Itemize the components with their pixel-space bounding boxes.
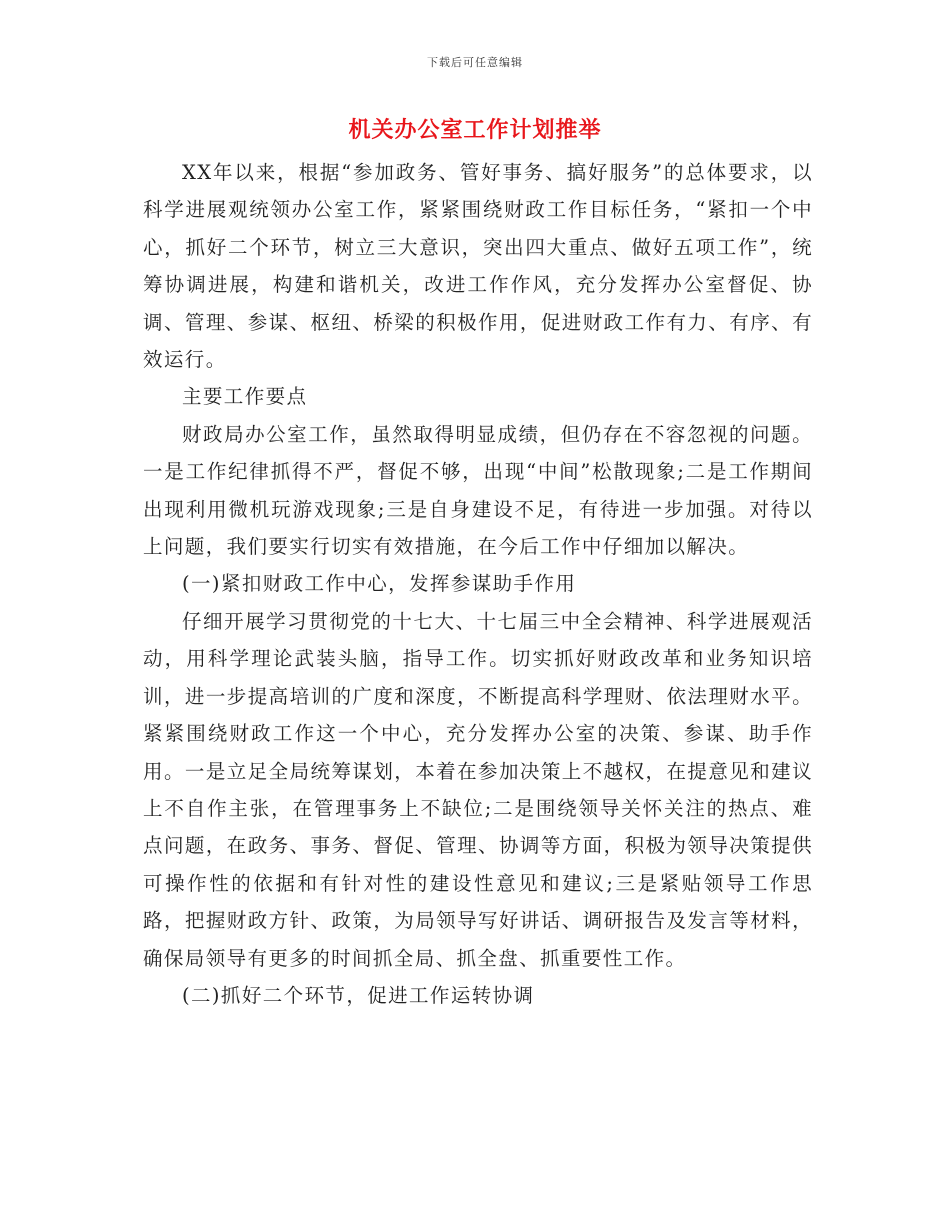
intro-paragraph: XX年以来，根据“参加政务、管好事务、搞好服务”的总体要求，以科学进展观统领办公室工作，紧紧围绕财政工作目标任务，“紧扣一个中心，抓好二个环节，树立三大意识，突出四大重点、做好五项工作”，统筹协调进展，构建和谐机关，改进工作作风，充分发挥办公室督促、协调、管理、参谋、枢纽、桥梁的积极作用，促进财政工作有力、有序、有效运行。 (143, 161, 813, 372)
section-heading-main-points: 主要工作要点 (182, 385, 308, 409)
document-body (143, 154, 813, 1014)
page-header-note: 下载后可任意编辑 (427, 56, 523, 69)
section-1-paragraph: 仔细开展学习贯彻党的十七大、十七届三中全会精神、科学进展观活动，用科学理论武装头脑，指导工作。切实抓好财政改革和业务知识培训，进一步提高培训的广度和深度，不断提高科学理财、依法理财水平。紧紧围绕财政工作这一个中心，充分发挥办公室的决策、参谋、助手作用。一是立足全局统筹谋划，本着在参加决策上不越权，在提意见和建议上不自作主张，在管理事务上不缺位;二是围绕领导关怀关注的热点、难点问题，在政务、事务、督促、管理、协调等方面，积极为领导决策提供可操作性的依据和有针对性的建设性意见和建议;三是紧贴领导工作思路，把握财政方针、政策，为局领导写好讲话、调研报告及发言等材料，确保局领导有更多的时间抓全局、抓全盘、抓重要性工作。 (143, 609, 813, 970)
document-title: 机关办公室工作计划推举 (348, 117, 602, 143)
problems-paragraph: 财政局办公室工作，虽然取得明显成绩，但仍存在不容忽视的问题。一是工作纪律抓得不严，督促不够，出现“中间”松散现象;二是工作期间出现利用微机玩游戏现象;三是自身建设不足，有待进一步加强。对待以上问题，我们要实行切实有效措施，在今后工作中仔细加以解决。 (143, 422, 813, 559)
section-heading-1: (一)紧扣财政工作中心，发挥参谋助手作用 (182, 572, 577, 596)
section-heading-2: (二)抓好二个环节，促进工作运转协调 (182, 983, 535, 1007)
